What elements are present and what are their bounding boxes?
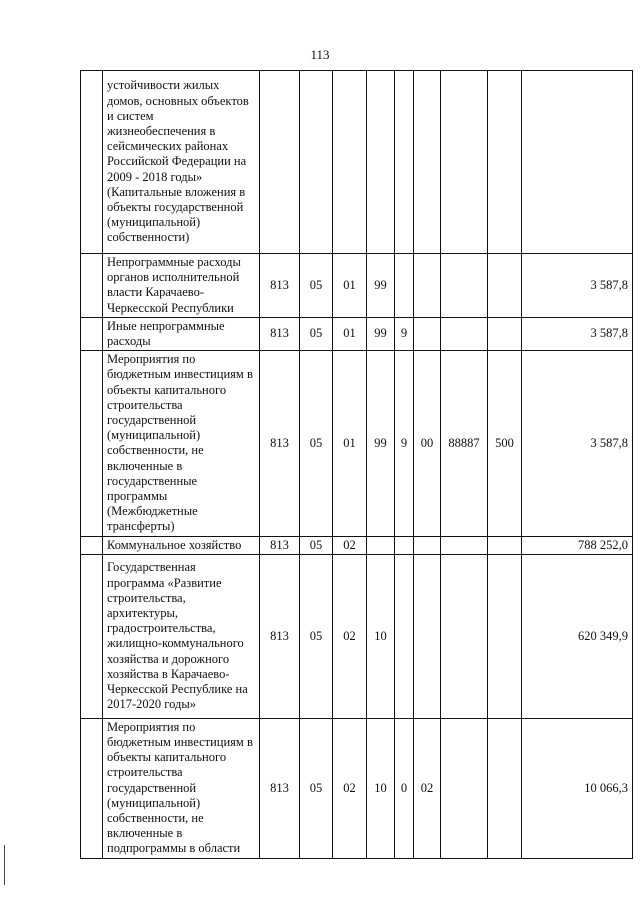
main-activity-cell: 00 xyxy=(414,351,441,536)
program-cell xyxy=(367,71,395,254)
page-number: 113 xyxy=(310,47,330,62)
table-row xyxy=(81,254,633,318)
expense-type-cell xyxy=(488,718,522,858)
ministry-code-cell xyxy=(260,71,300,254)
subsection-cell xyxy=(333,71,367,254)
main-activity-cell: 02 xyxy=(414,718,441,858)
ministry-code-cell: 813 xyxy=(260,254,300,318)
direction-cell xyxy=(441,554,488,718)
table-row xyxy=(81,718,633,858)
subprogram-cell: 9 xyxy=(395,351,414,536)
section-cell: 05 xyxy=(300,536,333,554)
program-cell: 99 xyxy=(367,317,395,350)
subsection-cell: 01 xyxy=(333,317,367,350)
expense-type-cell xyxy=(488,554,522,718)
direction-cell xyxy=(441,254,488,318)
subsection-cell: 01 xyxy=(333,254,367,318)
program-cell: 99 xyxy=(367,254,395,318)
amount-cell: 620 349,9 xyxy=(522,554,633,718)
direction-cell xyxy=(441,317,488,350)
ministry-code-cell: 813 xyxy=(260,317,300,350)
ministry-code-cell: 813 xyxy=(260,554,300,718)
expense-type-cell xyxy=(488,536,522,554)
main-activity-cell xyxy=(414,536,441,554)
subprogram-cell: 0 xyxy=(395,718,414,858)
table-row xyxy=(81,317,633,350)
ministry-code-cell: 813 xyxy=(260,718,300,858)
section-cell: 05 xyxy=(300,351,333,536)
item-name-cell: устойчивости жилых домов, основных объектов и систем жизнеобеспечения в сейсмических районах Российской Федерации на 2009 - 2018 годы» (Капитальные вложения в объекты государственной (муниципальной) собственности) xyxy=(103,71,260,254)
margin-line xyxy=(4,845,5,885)
table-row xyxy=(81,536,633,554)
subsection-cell: 02 xyxy=(333,718,367,858)
section-cell: 05 xyxy=(300,718,333,858)
expense-type-cell xyxy=(488,254,522,318)
section-cell xyxy=(300,71,333,254)
number-cell xyxy=(81,351,103,536)
budget-table xyxy=(80,70,633,859)
ministry-code-cell: 813 xyxy=(260,351,300,536)
amount-cell: 3 587,8 xyxy=(522,351,633,536)
direction-cell xyxy=(441,718,488,858)
expense-type-cell xyxy=(488,317,522,350)
program-cell: 99 xyxy=(367,351,395,536)
program-cell: 10 xyxy=(367,718,395,858)
subprogram-cell xyxy=(395,71,414,254)
main-activity-cell xyxy=(414,254,441,318)
section-cell: 05 xyxy=(300,317,333,350)
item-name-cell: Мероприятия по бюджетным инвестициям в объекты капитального строительства государственной (муниципальной) собственности, не включенные в государственные программы (Межбюджетные трансферты) xyxy=(103,351,260,536)
direction-cell xyxy=(441,536,488,554)
section-cell: 05 xyxy=(300,254,333,318)
amount-cell: 3 587,8 xyxy=(522,317,633,350)
section-cell: 05 xyxy=(300,554,333,718)
amount-cell: 3 587,8 xyxy=(522,254,633,318)
number-cell xyxy=(81,254,103,318)
table-row xyxy=(81,71,633,254)
item-name-cell: Иные непрограммные расходы xyxy=(103,317,260,350)
table-row xyxy=(81,351,633,536)
amount-cell: 788 252,0 xyxy=(522,536,633,554)
subprogram-cell: 9 xyxy=(395,317,414,350)
number-cell xyxy=(81,536,103,554)
number-cell xyxy=(81,71,103,254)
program-cell xyxy=(367,536,395,554)
amount-cell: 10 066,3 xyxy=(522,718,633,858)
amount-cell xyxy=(522,71,633,254)
main-activity-cell xyxy=(414,554,441,718)
subprogram-cell xyxy=(395,536,414,554)
main-activity-cell xyxy=(414,317,441,350)
ministry-code-cell: 813 xyxy=(260,536,300,554)
subprogram-cell xyxy=(395,254,414,318)
number-cell xyxy=(81,554,103,718)
direction-cell xyxy=(441,71,488,254)
item-name-cell: Мероприятия по бюджетным инвестициям в объекты капитального строительства государственной (муниципальной) собственности, не включенные в подпрограммы в области xyxy=(103,718,260,858)
main-activity-cell xyxy=(414,71,441,254)
item-name-cell: Непрограммные расходы органов исполнительной власти Карачаево-Черкесской Республики xyxy=(103,254,260,318)
program-cell: 10 xyxy=(367,554,395,718)
direction-cell: 88887 xyxy=(441,351,488,536)
table-row xyxy=(81,554,633,718)
item-name-cell: Коммунальное хозяйство xyxy=(103,536,260,554)
number-cell xyxy=(81,317,103,350)
subprogram-cell xyxy=(395,554,414,718)
subsection-cell: 01 xyxy=(333,351,367,536)
subsection-cell: 02 xyxy=(333,554,367,718)
item-name-cell: Государственная программа «Развитие строительства, архитектуры, градостроительства, жилищно-коммунального хозяйства и дорожного хозяйства в Карачаево-Черкесской Республике на 2017-2020 годы» xyxy=(103,554,260,718)
expense-type-cell xyxy=(488,71,522,254)
subsection-cell: 02 xyxy=(333,536,367,554)
number-cell xyxy=(81,718,103,858)
expense-type-cell: 500 xyxy=(488,351,522,536)
